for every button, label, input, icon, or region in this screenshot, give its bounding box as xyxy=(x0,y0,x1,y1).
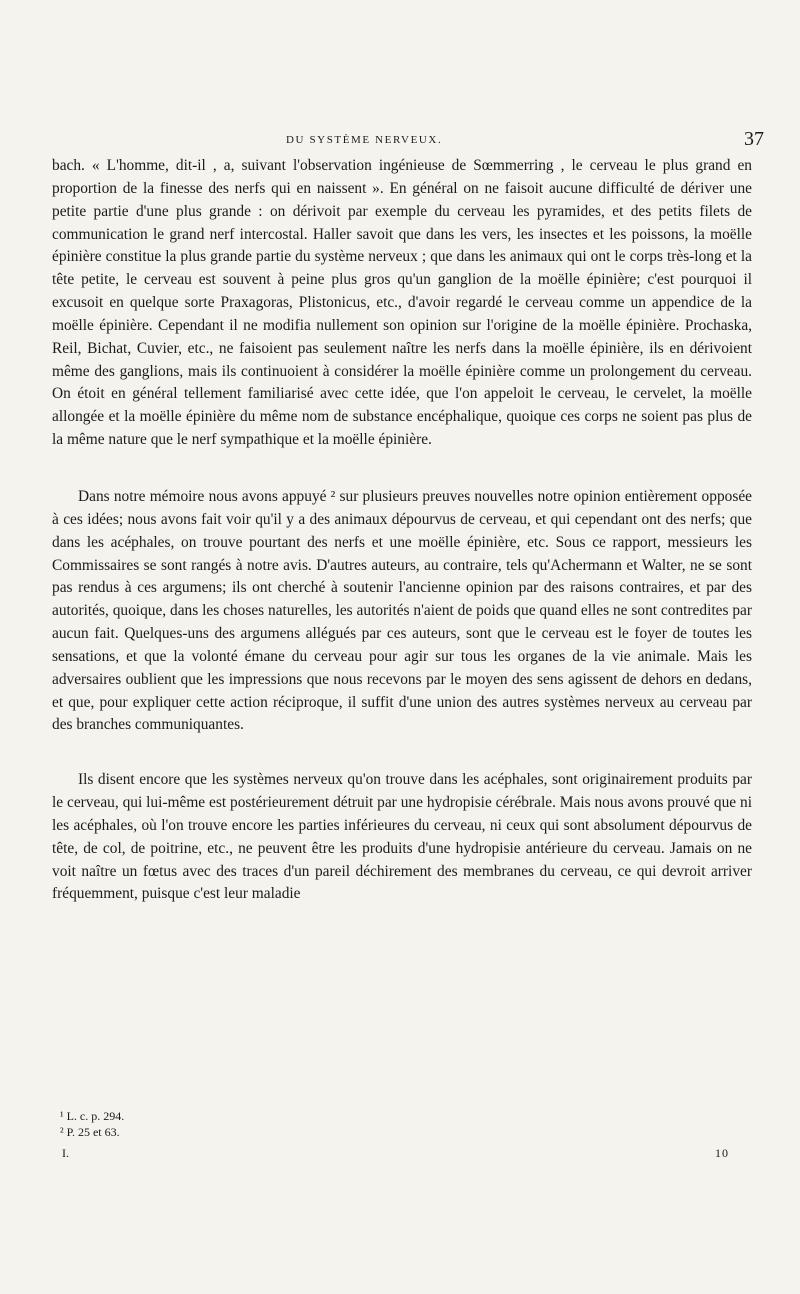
footnotes xyxy=(60,1108,124,1140)
paragraph-1: bach. « L'homme, dit-il , a, suivant l'observation ingénieuse de Sœmmerring , le cerveau le plus grand en proportion de la finesse des nerfs qui en naissent ». En général on ne faisoit aucune difficulté de dériver une petite partie d'une plus grande : on dérivoit par exemple du cerveau les pyramides, et des petits filets de communication le grand nerf intercostal. Haller savoit que dans les vers, les insectes et les poissons, la moëlle épinière constitue la plus grande partie du système nerveux ; que dans les animaux qui ont le corps très-long et la tête petite, le cerveau est souvent à peine plus gros qu'un ganglion de la moëlle épinière; c'est pourquoi il excusoit en quelque sorte Praxagoras, Plistonicus, etc., d'avoir regardé le cerveau comme un appendice de la moëlle épinière. Cependant il ne modifia nullement son opinion sur l'origine de la moëlle épinière. Prochaska, Reil, Bichat, Cuvier, etc., ne faisoient pas seulement naître les nerfs dans la moëlle épinière, ils en dérivoient même des ganglions, mais ils continuoient à considérer la moëlle épinière comme un prolongement du cerveau. On étoit en général tellement familiarisé avec cette idée, que l'on appeloit le cerveau, le cervelet, la moëlle allongée et la moëlle épinière du même nom de substance encéphalique, quoique ces corps ne soient pas plus de la même nature que le nerf sympathique et la moëlle épinière. xyxy=(52,157,752,449)
paragraph-3: Ils disent encore que les systèmes nerveux qu'on trouve dans les acéphales, sont originairement produits par le cerveau, qui lui-même est postérieurement détruit par une hydropisie cérébrale. Mais nous avons prouvé que ni les acéphales, où l'on trouve encore les parties inférieures du cerveau, ni ceux qui sont absolument dépourvus de tête, de col, de poitrine, etc., ne peuvent être les produits d'une hydropisie antérieure du cerveau. Jamais on ne voit naître un fœtus avec des traces d'un pareil déchirement des membranes du cerveau, ce qui devroit arriver fréquemment, puisque c'est leur maladie xyxy=(52,771,752,903)
body-text xyxy=(52,155,752,906)
footnote-2: ² P. 25 et 63. xyxy=(60,1125,120,1139)
page-number: 37 xyxy=(744,128,764,150)
running-title: DU SYSTÈME NERVEUX. xyxy=(286,134,443,146)
paragraph-spacer xyxy=(52,737,752,769)
signature-mark: I. xyxy=(62,1146,69,1160)
sheet-number: 10 xyxy=(715,1146,729,1160)
paragraph-2: Dans notre mémoire nous avons appuyé ² sur plusieurs preuves nouvelles notre opinion entièrement opposée à ces idées; nous avons fait voir qu'il y a des animaux dépourvus de cerveau, et qui cependant ont des nerfs; que dans les acéphales, on trouve pourtant des nerfs et une moëlle épinière, etc. Sous ce rapport, messieurs les Commissaires se sont rangés à notre avis. D'autres auteurs, au contraire, tels qu'Achermann et Walter, ne se sont pas rendus à ces argumens; ils ont cherché à soutenir l'ancienne opinion par des raisons contraires, et par des autorités, quoique, dans les choses naturelles, les autorités n'aient de poids que quand elles ne sont contredites par aucun fait. Quelques-uns des argumens allégués par ces auteurs, sont que le cerveau est le foyer de toutes les sensations, et que la volonté émane du cerveau pour agir sur tous les organes de la vie animale. Mais les adversaires oublient que les impressions que nous recevons par le moyen des sens agissent de dehors en dedans, et que, pour expliquer cette action réciproque, il suffit d'une union des autres systèmes nerveux au cerveau par des branches communiquantes. xyxy=(52,487,752,734)
running-head xyxy=(0,128,800,156)
footnote-1: ¹ L. c. p. 294. xyxy=(60,1109,125,1123)
paragraph-spacer xyxy=(52,452,752,486)
